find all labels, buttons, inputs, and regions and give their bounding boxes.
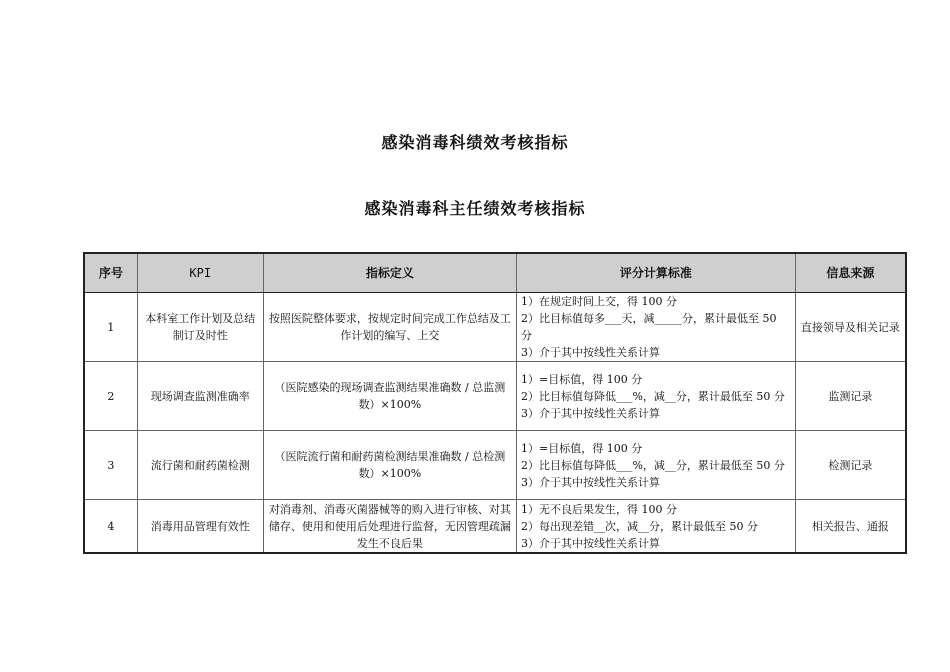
kpi-table [83, 252, 907, 554]
header-kpi: KPI [137, 253, 263, 293]
table-row [84, 431, 906, 500]
row-no: 3 [84, 431, 137, 500]
row-source: 相关报告、通报 [795, 500, 906, 554]
scoring-line: 1）=目标值，得 100 分 [520, 372, 643, 386]
row-no: 2 [84, 362, 137, 431]
row-source: 监测记录 [795, 362, 906, 431]
scoring-line: 1）在规定时间上交，得 100 分 [520, 295, 677, 308]
header-source: 信息来源 [795, 253, 906, 293]
row-scoring [516, 362, 795, 431]
document-subtitle: 感染消毒科主任绩效考核指标 [364, 199, 586, 218]
scoring-line: 3）介于其中按线性关系计算 [520, 406, 660, 420]
row-kpi: 本科室工作计划及总结制订及时性 [137, 293, 263, 362]
row-no: 1 [84, 293, 137, 362]
table-row [84, 500, 906, 554]
row-definition: 对消毒剂、消毒灭菌器械等的购入进行审核、对其储存、使用和使用后处理进行监督，无因管理疏漏发生不良后果 [263, 500, 516, 554]
table-row [84, 362, 906, 431]
row-kpi: 流行菌和耐药菌检测 [137, 431, 263, 500]
scoring-line: 3）介于其中按线性关系计算 [520, 346, 660, 359]
header-definition: 指标定义 [263, 253, 516, 293]
row-kpi: 现场调查监测准确率 [137, 362, 263, 431]
document-title: 感染消毒科绩效考核指标 [381, 133, 569, 152]
scoring-line: 1）无不良后果发生，得 100 分 [520, 502, 677, 516]
header-scoring: 评分计算标准 [516, 253, 795, 293]
row-scoring [516, 500, 795, 554]
row-source: 直接领导及相关记录 [795, 293, 906, 362]
scoring-line: 2）比目标值每降低___%，减__分，累计最低至 50 分 [520, 389, 785, 403]
scoring-line: 1）=目标值，得 100 分 [520, 441, 643, 455]
row-definition: （医院感染的现场调查监测结果准确数 / 总监测数）×100% [263, 362, 516, 431]
row-kpi: 消毒用品管理有效性 [137, 500, 263, 554]
table-row [84, 293, 906, 362]
row-no: 4 [84, 500, 137, 554]
scoring-line: 2）比目标值每降低___%，减__分，累计最低至 50 分 [520, 458, 785, 472]
row-source: 检测记录 [795, 431, 906, 500]
row-scoring [516, 431, 795, 500]
row-definition: （医院流行菌和耐药菌检测结果准确数 / 总检测数）×100% [263, 431, 516, 500]
row-definition: 按照医院整体要求，按规定时间完成工作总结及工作计划的编写、上交 [263, 293, 516, 362]
row-scoring [516, 293, 795, 362]
scoring-line: 3）介于其中按线性关系计算 [520, 475, 660, 489]
scoring-line: 3）介于其中按线性关系计算 [520, 536, 660, 550]
table-header-row [84, 253, 906, 293]
scoring-line: 2）比目标值每多___天，减_____分，累计最低至 50 分 [520, 312, 777, 342]
scoring-line: 2）每出现差错__次，减__分，累计最低至 50 分 [520, 519, 758, 533]
header-no: 序号 [84, 253, 137, 293]
